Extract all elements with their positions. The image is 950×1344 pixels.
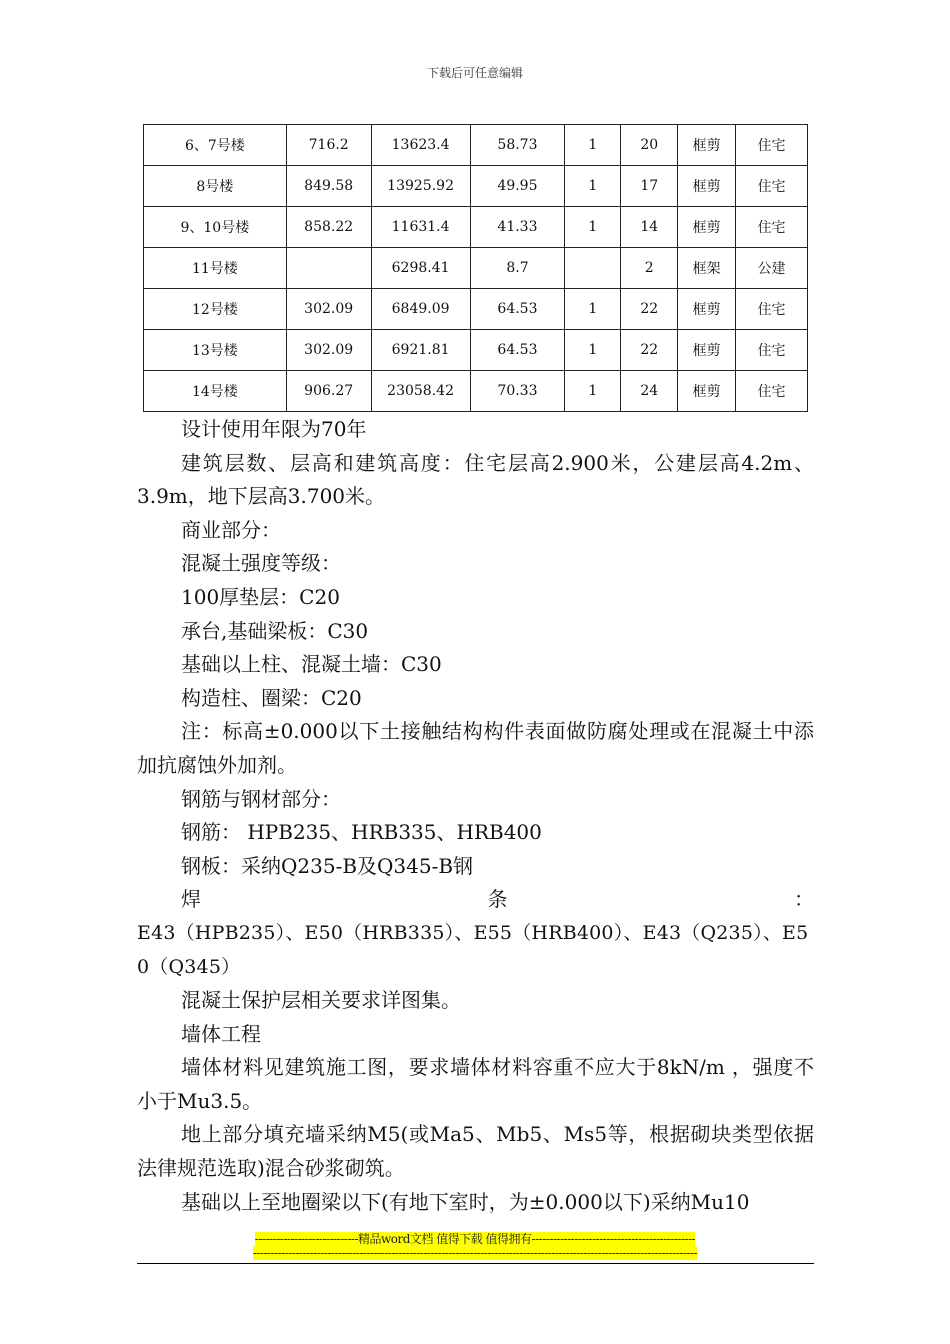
table-cell: 住宅 (736, 371, 808, 412)
body-text (137, 413, 814, 1219)
table-cell: 11号楼 (144, 248, 287, 289)
table-cell: 22 (621, 330, 678, 371)
table-cell: 8.7 (470, 248, 565, 289)
table-cell (286, 248, 371, 289)
table-cell: 11631.4 (371, 207, 470, 248)
table-cell: 906.27 (286, 371, 371, 412)
table-cell: 13925.92 (371, 166, 470, 207)
footer-line-1 (0, 1230, 950, 1247)
table-cell: 住宅 (736, 330, 808, 371)
table-cell: 住宅 (736, 207, 808, 248)
table-cell: 22 (621, 289, 678, 330)
paragraph: 地上部分填充墙采纳M5(或Ma5、Mb5、Ms5等，根据砌块类型依据法律规范选取)混合砂浆砌筑。 (137, 1122, 814, 1181)
table-cell: 13623.4 (371, 125, 470, 166)
table-cell: 框剪 (678, 207, 736, 248)
table-cell: 24 (621, 371, 678, 412)
table-cell (565, 248, 621, 289)
table-cell: 716.2 (286, 125, 371, 166)
paragraph: 钢筋： HPB235、HRB335、HRB400 (181, 820, 542, 845)
table-cell: 1 (565, 125, 621, 166)
table-cell: 14 (621, 207, 678, 248)
table-cell: 58.73 (470, 125, 565, 166)
table-row (144, 166, 808, 207)
paragraph: 注：标高±0.000以下土接触结构构件表面做防腐处理或在混凝土中添加抗腐蚀外加剂。 (137, 719, 814, 777)
welding-word-1: 焊 (181, 887, 201, 912)
footer-rule (137, 1263, 814, 1264)
table-cell: 1 (565, 166, 621, 207)
footer-highlight-2: ----------------------------------------------------------------------------------------------------------------------------- (252, 1246, 698, 1260)
table-cell: 41.33 (470, 207, 565, 248)
table-row (144, 125, 808, 166)
table-cell: 849.58 (286, 166, 371, 207)
paragraph: 基础以上柱、混凝土墙：C30 (181, 652, 442, 677)
paragraph: 100厚垫层：C20 (181, 584, 340, 609)
table-cell: 框剪 (678, 289, 736, 330)
table-cell: 住宅 (736, 125, 808, 166)
table-cell: 公建 (736, 248, 808, 289)
table-cell: 8号楼 (144, 166, 287, 207)
table-cell: 框架 (678, 248, 736, 289)
welding-line (137, 883, 814, 917)
paragraph: 设计使用年限为70年 (181, 417, 367, 441)
table-cell: 6921.81 (371, 330, 470, 371)
table-cell: 858.22 (286, 207, 371, 248)
footer-highlight-1: -----------------------------精品word文档 值得下载 值得拥有---------------------------------------------- (254, 1232, 696, 1246)
table-row (144, 330, 808, 371)
paragraph: 混凝土保护层相关要求详图集。 (181, 988, 461, 1013)
paragraph: 钢板：采纳Q235-B及Q345-B钢 (181, 853, 474, 878)
building-table (143, 124, 808, 412)
table-cell: 70.33 (470, 371, 565, 412)
table-cell: 住宅 (736, 289, 808, 330)
table-cell: 1 (565, 330, 621, 371)
table-cell: 2 (621, 248, 678, 289)
table-row (144, 207, 808, 248)
table-cell: 框剪 (678, 330, 736, 371)
table-cell: 住宅 (736, 166, 808, 207)
paragraph: 混凝土强度等级： (181, 551, 341, 576)
table-cell: 框剪 (678, 166, 736, 207)
paragraph: 墙体材料见建筑施工图，要求墙体材料容重不应大于8kN/m ，强度不小于Mu3.5。 (137, 1055, 814, 1113)
table-cell: 64.53 (470, 330, 565, 371)
welding-word-2: 条 (487, 887, 508, 912)
table-cell: 302.09 (286, 289, 371, 330)
table-cell: 6298.41 (371, 248, 470, 289)
table-cell: 6、7号楼 (144, 125, 287, 166)
paragraph: 商业部分： (181, 517, 281, 542)
table-cell: 64.53 (470, 289, 565, 330)
table-row (144, 248, 808, 289)
welding-colon: ： (794, 887, 814, 912)
table-row (144, 371, 808, 412)
paragraph: 承台,基础梁板：C30 (181, 618, 369, 643)
table-cell: 17 (621, 166, 678, 207)
paragraph: 钢筋与钢材部分： (181, 786, 341, 811)
paragraph: 建筑层数、层高和建筑高度：住宅层高2.900米，公建层高4.2m、3.9m，地下层高3.700米。 (137, 450, 814, 509)
table-cell: 框剪 (678, 371, 736, 412)
table-cell: 框剪 (678, 125, 736, 166)
paragraph: E43（HPB235）、E50（HRB335）、E55（HRB400）、E43（Q235）、E50（Q345） (137, 921, 809, 978)
paragraph: 构造柱、圈梁：C20 (181, 685, 362, 710)
table-cell: 49.95 (470, 166, 565, 207)
paragraph: 基础以上至地圈梁以下(有地下室时，为±0.000以下)采纳Mu10 (181, 1189, 750, 1214)
table-cell: 23058.42 (371, 371, 470, 412)
table-cell: 1 (565, 289, 621, 330)
table-cell: 1 (565, 207, 621, 248)
table-cell: 12号楼 (144, 289, 287, 330)
table-cell: 13号楼 (144, 330, 287, 371)
table-cell: 20 (621, 125, 678, 166)
table-cell: 9、10号楼 (144, 207, 287, 248)
table-row (144, 289, 808, 330)
table-cell: 14号楼 (144, 371, 287, 412)
page-header: 下载后可任意编辑 (426, 66, 523, 80)
table-cell: 302.09 (286, 330, 371, 371)
table-cell: 6849.09 (371, 289, 470, 330)
paragraph: 墙体工程 (181, 1021, 261, 1046)
table-cell: 1 (565, 371, 621, 412)
footer-line-2 (0, 1246, 950, 1260)
